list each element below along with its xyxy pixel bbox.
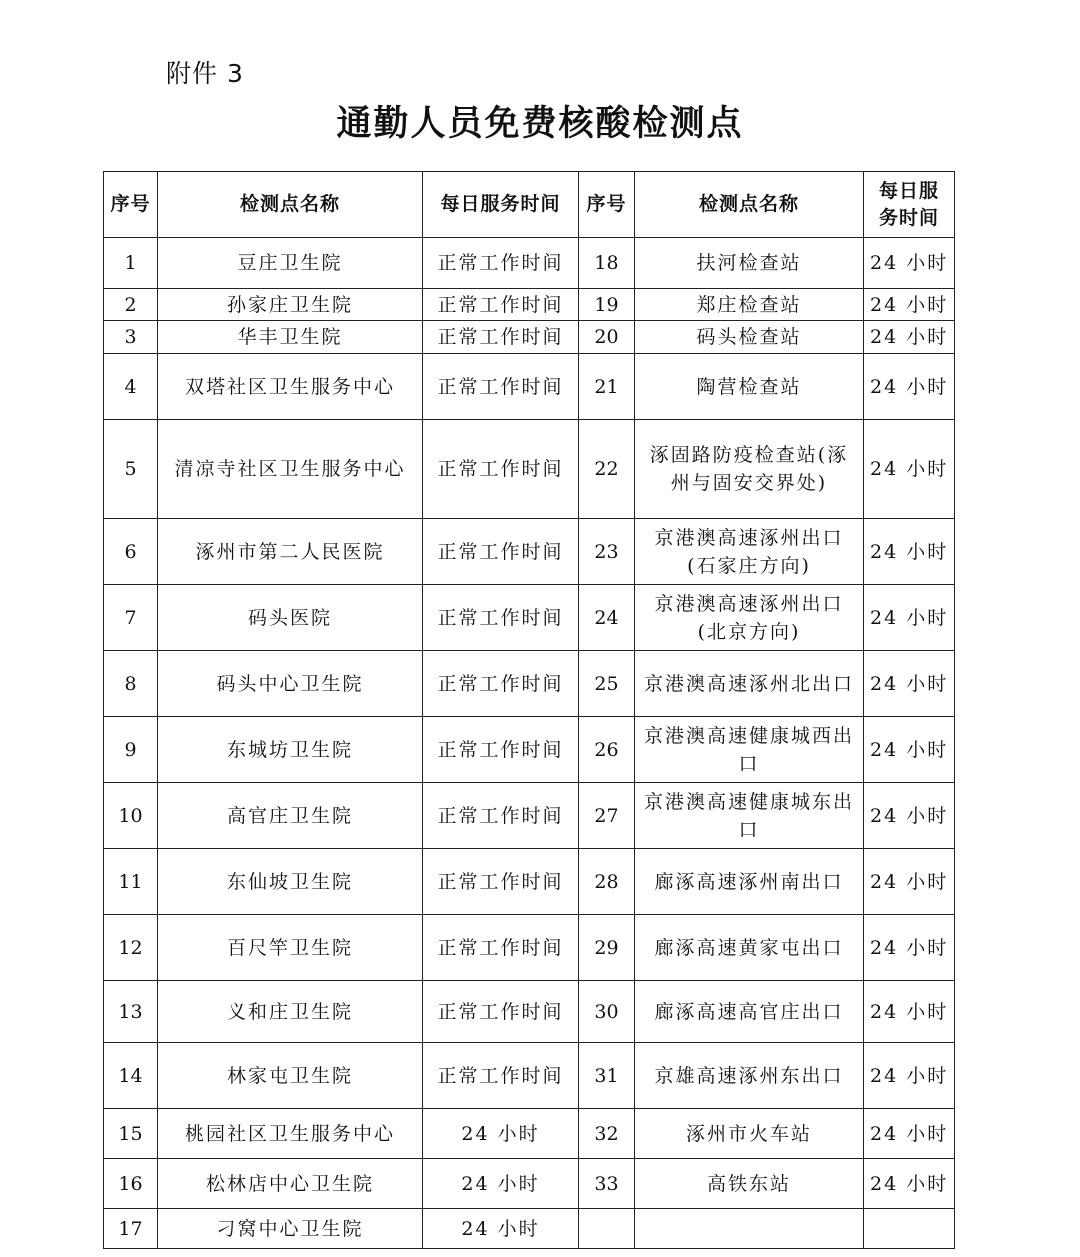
- seq-cell: 21: [579, 354, 635, 420]
- service-time-cell: 24 小时: [864, 783, 955, 849]
- site-name-cell: [635, 1209, 864, 1249]
- site-name-cell: 华丰卫生院: [158, 321, 423, 354]
- site-name-cell: 高官庄卫生院: [158, 783, 423, 849]
- site-name-cell: 涿固路防疫检查站(涿州与固安交界处): [635, 420, 864, 519]
- site-name-cell: 廊涿高速涿州南出口: [635, 849, 864, 915]
- seq-cell: 31: [579, 1043, 635, 1109]
- site-name-cell: 涿州市第二人民医院: [158, 519, 423, 585]
- service-time-cell: 24 小时: [423, 1109, 579, 1159]
- site-name-cell: 松林店中心卫生院: [158, 1159, 423, 1209]
- header-service-time-2: 每日服务时间: [864, 172, 955, 238]
- service-time-cell: 24 小时: [864, 717, 955, 783]
- site-name-cell: 京港澳高速健康城西出口: [635, 717, 864, 783]
- seq-cell: 16: [104, 1159, 158, 1209]
- header-site-name: 检测点名称: [158, 172, 423, 238]
- seq-cell: 20: [579, 321, 635, 354]
- site-name-cell: 码头中心卫生院: [158, 651, 423, 717]
- service-time-cell: 正常工作时间: [423, 238, 579, 289]
- service-time-cell: 24 小时: [864, 420, 955, 519]
- site-name-cell: 双塔社区卫生服务中心: [158, 354, 423, 420]
- site-name-cell: 码头检查站: [635, 321, 864, 354]
- service-time-cell: 24 小时: [864, 289, 955, 321]
- site-name-cell: 廊涿高速黄家屯出口: [635, 915, 864, 981]
- site-name-cell: 刁窝中心卫生院: [158, 1209, 423, 1249]
- site-name-cell: 东仙坡卫生院: [158, 849, 423, 915]
- service-time-cell: 正常工作时间: [423, 717, 579, 783]
- header-seq: 序号: [104, 172, 158, 238]
- seq-cell: 17: [104, 1209, 158, 1249]
- table-row: [104, 354, 955, 420]
- seq-cell: 23: [579, 519, 635, 585]
- seq-cell: 1: [104, 238, 158, 289]
- site-name-cell: 廊涿高速高官庄出口: [635, 981, 864, 1043]
- site-name-cell: 林家屯卫生院: [158, 1043, 423, 1109]
- site-name-cell: 义和庄卫生院: [158, 981, 423, 1043]
- attachment-label: 附件 3: [166, 59, 244, 88]
- table-row: [104, 321, 955, 354]
- site-name-cell: 京港澳高速健康城东出口: [635, 783, 864, 849]
- site-name-cell: 陶营检查站: [635, 354, 864, 420]
- service-time-cell: 正常工作时间: [423, 354, 579, 420]
- seq-cell: 29: [579, 915, 635, 981]
- service-time-cell: 正常工作时间: [423, 783, 579, 849]
- seq-cell: 14: [104, 1043, 158, 1109]
- seq-cell: 9: [104, 717, 158, 783]
- service-time-cell: 24 小时: [423, 1159, 579, 1209]
- service-time-cell: 24 小时: [864, 1159, 955, 1209]
- seq-cell: 8: [104, 651, 158, 717]
- service-time-cell: 正常工作时间: [423, 981, 579, 1043]
- seq-cell: 22: [579, 420, 635, 519]
- site-name-cell: 桃园社区卫生服务中心: [158, 1109, 423, 1159]
- site-name-cell: 京港澳高速涿州出口(石家庄方向): [635, 519, 864, 585]
- header-seq-2: 序号: [579, 172, 635, 238]
- seq-cell: 6: [104, 519, 158, 585]
- table-row: [104, 1159, 955, 1209]
- service-time-cell: 24 小时: [864, 849, 955, 915]
- service-time-cell: 24 小时: [864, 519, 955, 585]
- seq-cell: 13: [104, 981, 158, 1043]
- service-time-cell: 正常工作时间: [423, 915, 579, 981]
- table-header-row: [104, 172, 955, 238]
- seq-cell: 26: [579, 717, 635, 783]
- seq-cell: 5: [104, 420, 158, 519]
- service-time-cell: 正常工作时间: [423, 420, 579, 519]
- site-name-cell: 京港澳高速涿州出口(北京方向): [635, 585, 864, 651]
- page-title: 通勤人员免费核酸检测点: [336, 104, 744, 144]
- service-time-cell: 正常工作时间: [423, 321, 579, 354]
- seq-cell: 30: [579, 981, 635, 1043]
- header-site-name-2: 检测点名称: [635, 172, 864, 238]
- site-name-cell: 郑庄检查站: [635, 289, 864, 321]
- service-time-cell: 正常工作时间: [423, 519, 579, 585]
- table-row: [104, 717, 955, 783]
- table-row: [104, 238, 955, 289]
- site-name-cell: 豆庄卫生院: [158, 238, 423, 289]
- seq-cell: 19: [579, 289, 635, 321]
- seq-cell: 7: [104, 585, 158, 651]
- table-row: [104, 915, 955, 981]
- site-name-cell: 扶河检查站: [635, 238, 864, 289]
- service-time-cell: 24 小时: [864, 981, 955, 1043]
- table-row: [104, 849, 955, 915]
- seq-cell: 11: [104, 849, 158, 915]
- seq-cell: 27: [579, 783, 635, 849]
- table-row: [104, 289, 955, 321]
- seq-cell: 4: [104, 354, 158, 420]
- site-name-cell: 京雄高速涿州东出口: [635, 1043, 864, 1109]
- service-time-cell: 24 小时: [864, 238, 955, 289]
- service-time-cell: 24 小时: [864, 585, 955, 651]
- site-name-cell: 清凉寺社区卫生服务中心: [158, 420, 423, 519]
- table-row: [104, 585, 955, 651]
- seq-cell: 25: [579, 651, 635, 717]
- table-row: [104, 1109, 955, 1159]
- service-time-cell: 正常工作时间: [423, 1043, 579, 1109]
- site-name-cell: 高铁东站: [635, 1159, 864, 1209]
- service-time-cell: 24 小时: [864, 651, 955, 717]
- service-time-cell: 正常工作时间: [423, 849, 579, 915]
- testing-sites-table: [103, 171, 955, 1249]
- service-time-cell: 正常工作时间: [423, 585, 579, 651]
- table-row: [104, 420, 955, 519]
- site-name-cell: 码头医院: [158, 585, 423, 651]
- service-time-cell: 24 小时: [864, 354, 955, 420]
- seq-cell: [579, 1209, 635, 1249]
- service-time-cell: 24 小时: [864, 915, 955, 981]
- site-name-cell: 京港澳高速涿州北出口: [635, 651, 864, 717]
- site-name-cell: 涿州市火车站: [635, 1109, 864, 1159]
- site-name-cell: 百尺竿卫生院: [158, 915, 423, 981]
- service-time-cell: 24 小时: [864, 321, 955, 354]
- seq-cell: 15: [104, 1109, 158, 1159]
- table-row: [104, 1209, 955, 1249]
- table-row: [104, 1043, 955, 1109]
- service-time-cell: 24 小时: [864, 1109, 955, 1159]
- table-row: [104, 783, 955, 849]
- seq-cell: 33: [579, 1159, 635, 1209]
- seq-cell: 28: [579, 849, 635, 915]
- seq-cell: 12: [104, 915, 158, 981]
- seq-cell: 2: [104, 289, 158, 321]
- seq-cell: 32: [579, 1109, 635, 1159]
- service-time-cell: [864, 1209, 955, 1249]
- service-time-cell: 正常工作时间: [423, 289, 579, 321]
- seq-cell: 10: [104, 783, 158, 849]
- header-service-time: 每日服务时间: [423, 172, 579, 238]
- service-time-cell: 正常工作时间: [423, 651, 579, 717]
- table-row: [104, 981, 955, 1043]
- table-row: [104, 651, 955, 717]
- table-row: [104, 519, 955, 585]
- service-time-cell: 24 小时: [423, 1209, 579, 1249]
- site-name-cell: 孙家庄卫生院: [158, 289, 423, 321]
- seq-cell: 24: [579, 585, 635, 651]
- site-name-cell: 东城坊卫生院: [158, 717, 423, 783]
- seq-cell: 3: [104, 321, 158, 354]
- seq-cell: 18: [579, 238, 635, 289]
- service-time-cell: 24 小时: [864, 1043, 955, 1109]
